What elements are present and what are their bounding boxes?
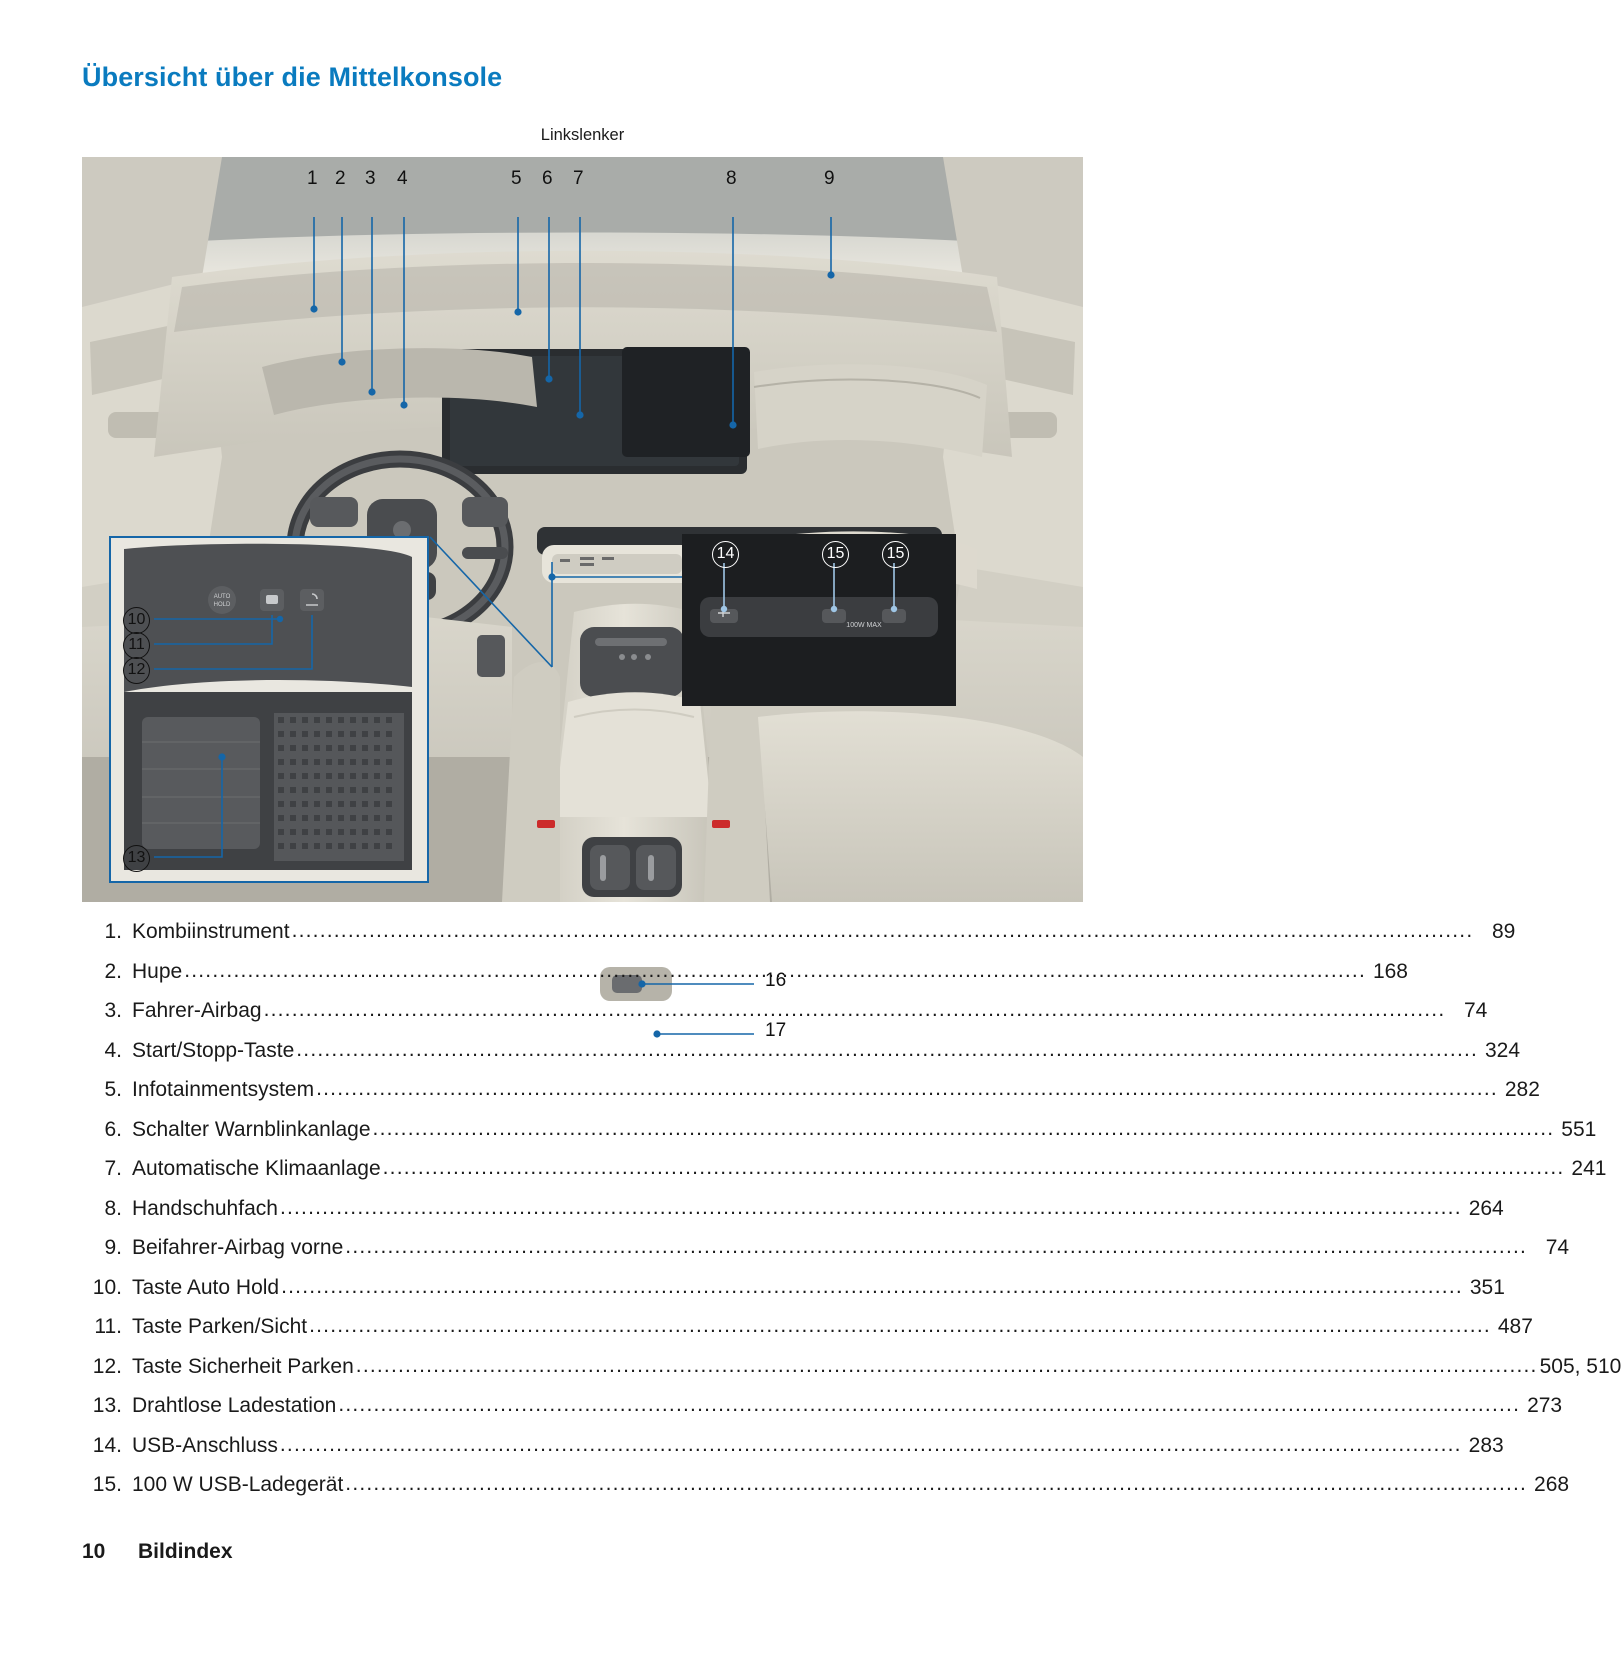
footer-page-number: 10 (82, 1540, 106, 1563)
svg-text:HOLD: HOLD (213, 602, 231, 608)
list-item[interactable] (82, 1038, 1521, 1079)
callout-1: 1 (307, 168, 318, 189)
callout-12: 12 (123, 657, 150, 684)
figure-index-list (82, 920, 1621, 1513)
callout-15a: 15 (822, 541, 849, 568)
list-item[interactable] (82, 920, 1516, 960)
list-item[interactable] (82, 959, 1408, 1000)
item-page: 324 (1485, 1038, 1521, 1062)
item-number: 2. (104, 959, 122, 983)
item-number: 9. (104, 1236, 122, 1259)
item-number: 7. (104, 1157, 122, 1180)
callout-14: 14 (712, 541, 739, 568)
item-page: 74 (1464, 999, 1488, 1022)
list-item[interactable] (82, 1236, 1570, 1276)
list-item[interactable] (82, 1117, 1597, 1158)
item-label: Fahrer-Airbag (132, 999, 262, 1022)
item-page: 268 (1534, 1473, 1570, 1496)
list-item[interactable] (82, 999, 1488, 1039)
leader-dots (338, 1393, 1520, 1417)
callout-3: 3 (365, 168, 376, 189)
callout-4: 4 (397, 168, 408, 189)
item-number: 15. (92, 1473, 122, 1496)
list-item[interactable] (82, 1473, 1570, 1513)
item-label: Taste Auto Hold (132, 1275, 280, 1299)
callout-15b: 15 (882, 541, 909, 568)
callout-16: 16 (765, 970, 787, 991)
callout-8: 8 (726, 168, 737, 189)
figure-caption: Linkslenker (540, 126, 625, 144)
svg-text:100W MAX: 100W MAX (846, 622, 882, 629)
item-number: 13. (92, 1394, 122, 1417)
item-number: 1. (104, 920, 122, 943)
callout-9: 9 (824, 168, 835, 189)
leader-dots (383, 1156, 1565, 1180)
leader-dots (309, 1314, 1491, 1338)
list-item[interactable] (82, 1196, 1504, 1237)
footer-section: Bildindex (138, 1540, 233, 1563)
leader-dots (264, 998, 1446, 1022)
leader-dots (345, 1472, 1527, 1496)
item-number: 11. (94, 1315, 122, 1338)
item-label: Hupe (132, 959, 183, 983)
list-item[interactable] (82, 1394, 1563, 1434)
item-page: 168 (1372, 959, 1408, 983)
leader-dots (345, 1235, 1527, 1259)
list-item[interactable] (82, 1315, 1533, 1355)
item-label: Automatische Klimaanlage (132, 1157, 381, 1180)
page-title: Übersicht über die Mittelkonsole (82, 62, 503, 92)
leader-dots (280, 1433, 1462, 1457)
cockpit-diagram (82, 157, 1083, 902)
item-label: Drahtlose Ladestation (132, 1394, 337, 1417)
item-label: Taste Parken/Sicht (132, 1315, 308, 1338)
item-page: 89 (1492, 920, 1516, 943)
item-label: Kombiinstrument (132, 920, 290, 943)
item-page: 241 (1571, 1157, 1607, 1180)
item-page: 505, 510 (1539, 1354, 1621, 1378)
callout-17: 17 (765, 1020, 787, 1041)
item-number: 5. (104, 1078, 122, 1101)
item-label: Start/Stopp-Taste (132, 1038, 295, 1062)
list-item[interactable] (82, 1275, 1505, 1316)
item-page: 74 (1545, 1236, 1570, 1259)
item-label: USB-Anschluss (132, 1433, 278, 1457)
item-label: Schalter Warnblinkanlage (132, 1117, 371, 1141)
list-item[interactable] (82, 1078, 1540, 1118)
list-item[interactable] (82, 1157, 1607, 1197)
item-number: 14. (92, 1433, 122, 1457)
item-page: 283 (1468, 1433, 1504, 1457)
item-label: 100 W USB-Ladegerät (132, 1473, 344, 1496)
item-number: 12. (92, 1354, 122, 1378)
leader-dots (373, 1117, 1555, 1141)
item-label: Handschuhfach (132, 1196, 278, 1220)
item-label: Infotainmentsystem (132, 1078, 315, 1101)
leader-dots (280, 1196, 1462, 1220)
list-item[interactable] (82, 1354, 1621, 1395)
item-number: 8. (104, 1196, 122, 1220)
item-page: 487 (1497, 1315, 1533, 1338)
item-label: Taste Sicherheit Parken (132, 1354, 354, 1378)
item-number: 10. (92, 1275, 122, 1299)
item-page: 264 (1468, 1196, 1504, 1220)
callout-6: 6 (542, 168, 553, 189)
leader-dots (316, 1077, 1498, 1101)
leader-dots (281, 1275, 1463, 1299)
callout-2: 2 (335, 168, 346, 189)
item-number: 3. (104, 999, 122, 1022)
item-page: 282 (1504, 1078, 1540, 1101)
callout-7: 7 (573, 168, 584, 189)
callout-10: 10 (123, 607, 150, 634)
leader-dots (356, 1354, 1538, 1378)
item-label: Beifahrer-Airbag vorne (132, 1236, 344, 1259)
callout-5: 5 (511, 168, 522, 189)
leader-dots (184, 959, 1366, 983)
svg-text:AUTO: AUTO (213, 594, 231, 600)
page-footer (82, 1540, 233, 1564)
item-page: 273 (1527, 1394, 1563, 1417)
leader-dots (292, 919, 1474, 943)
item-number: 6. (104, 1117, 122, 1141)
callout-13: 13 (123, 845, 150, 872)
item-page: 351 (1469, 1275, 1505, 1299)
item-number: 4. (104, 1038, 122, 1062)
leader-dots (296, 1038, 1478, 1062)
list-item[interactable] (82, 1433, 1504, 1474)
item-page: 551 (1561, 1117, 1597, 1141)
callout-11: 11 (123, 632, 150, 659)
